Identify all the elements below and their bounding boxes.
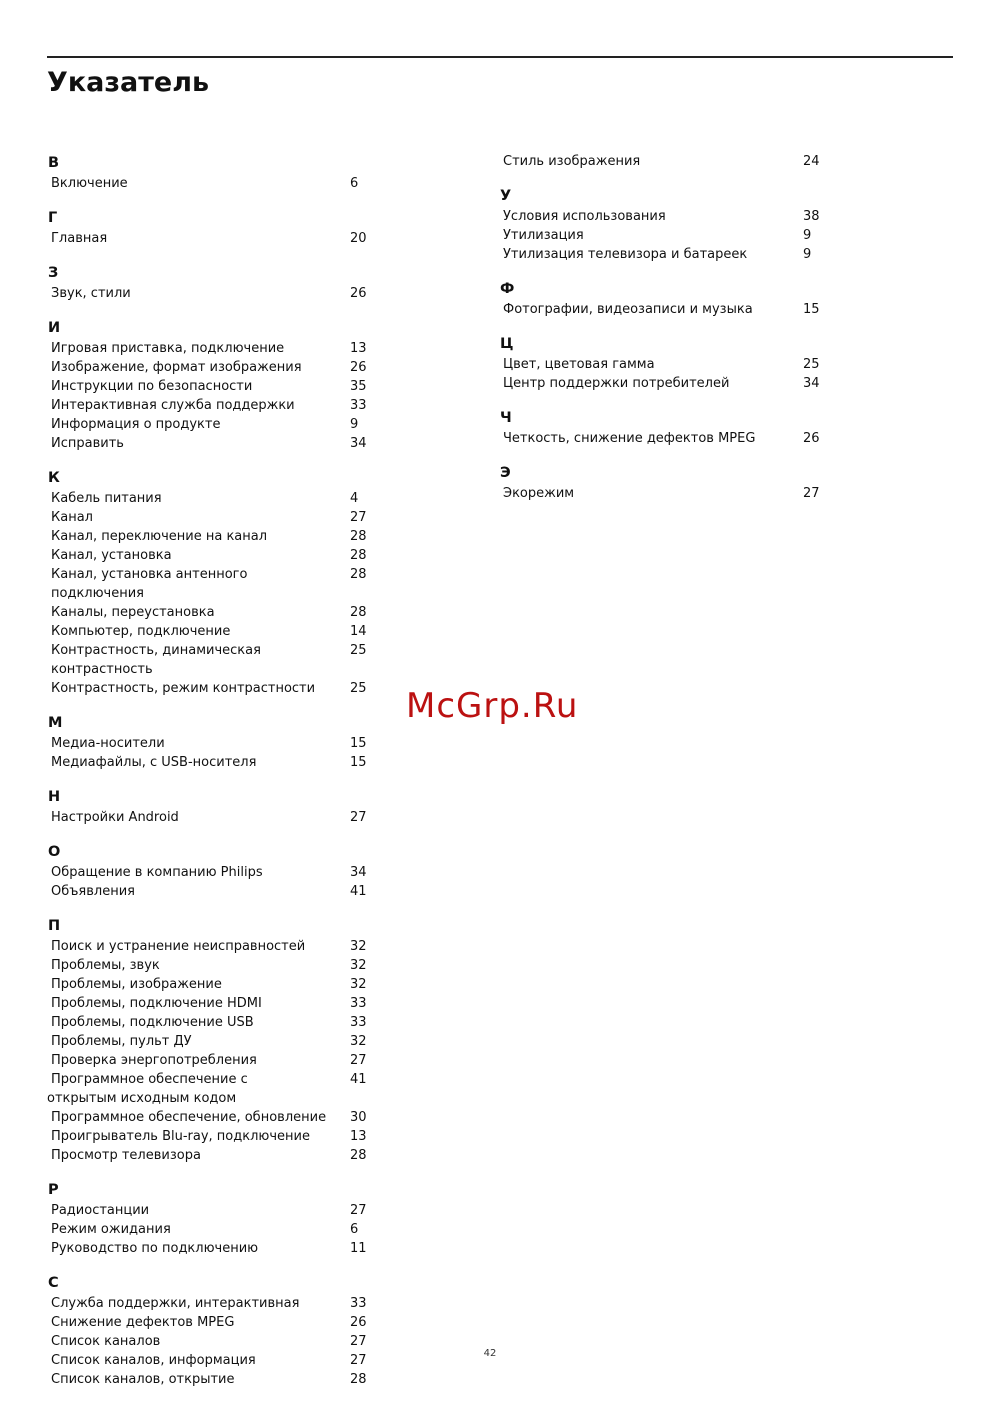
entry-term: Контрастность, динамическая контрастность (51, 643, 261, 677)
index-entry[interactable] (499, 226, 829, 245)
section-letter: Р (48, 1182, 59, 1198)
entry-page: 4 (350, 491, 359, 506)
entry-term: Обращение в компанию Philips (51, 865, 263, 880)
entry-page: 27 (803, 486, 820, 501)
index-section (499, 152, 829, 171)
index-entry[interactable] (47, 565, 377, 603)
entry-page: 25 (350, 643, 367, 658)
entry-term: Компьютер, подключение (51, 624, 231, 639)
entry-term: Радиостанции (51, 1203, 150, 1218)
index-section (499, 185, 829, 264)
section-letter: С (48, 1275, 59, 1291)
page-number: 42 (483, 1348, 497, 1359)
entry-page: 30 (350, 1110, 367, 1125)
index-section (47, 317, 377, 453)
index-entry[interactable] (499, 245, 829, 264)
index-entry[interactable] (47, 1051, 377, 1070)
index-entry[interactable] (47, 1201, 377, 1220)
entry-term: Медиа-носители (51, 736, 165, 751)
section-letter: К (48, 470, 60, 486)
index-entry[interactable] (47, 603, 377, 622)
entry-page: 27 (350, 810, 367, 825)
entry-term: Канал, установка антенного подключения (51, 567, 248, 601)
section-letter: Ц (500, 336, 514, 352)
section-letter: З (48, 265, 59, 281)
entry-term: Канал (51, 510, 93, 525)
entry-page: 20 (350, 231, 367, 246)
entry-page: 32 (350, 1034, 367, 1049)
entry-term: Каналы, переустановка (51, 605, 215, 620)
entry-page: 28 (350, 1372, 367, 1387)
index-entry[interactable] (47, 174, 377, 193)
index-entry[interactable] (47, 956, 377, 975)
index-entry[interactable] (499, 374, 829, 393)
entry-term: Проверка энергопотребления (51, 1053, 257, 1068)
section-letter: Н (48, 789, 61, 805)
entry-page: 9 (803, 247, 812, 262)
index-section (47, 712, 377, 772)
entry-term: Контрастность, режим контрастности (51, 681, 316, 696)
page-title: Указатель (47, 67, 210, 98)
entry-page: 25 (350, 681, 367, 696)
entry-page: 9 (803, 228, 812, 243)
section-letter: Ф (500, 281, 515, 297)
entry-term: Настройки Android (51, 810, 179, 825)
entry-term: Руководство по подключению (51, 1241, 259, 1256)
entry-page: 34 (350, 436, 367, 451)
index-entry[interactable] (499, 429, 829, 448)
index-entry[interactable] (499, 355, 829, 374)
index-column-right (499, 152, 829, 517)
entry-term: Экорежим (503, 486, 575, 501)
index-section (47, 262, 377, 303)
index-entry[interactable] (47, 1146, 377, 1165)
entry-term: Список каналов (51, 1334, 161, 1349)
entry-term: Просмотр телевизора (51, 1148, 201, 1163)
index-entry[interactable] (47, 679, 377, 698)
index-section (499, 407, 829, 448)
index-section (47, 1272, 377, 1389)
entry-term: Кабель питания (51, 491, 162, 506)
entry-term: Изображение, формат изображения (51, 360, 302, 375)
index-entry[interactable] (47, 641, 377, 679)
index-entry[interactable] (47, 1013, 377, 1032)
entry-page: 27 (350, 1334, 367, 1349)
entry-term: Проблемы, подключение HDMI (51, 996, 262, 1011)
entry-term: Информация о продукте (51, 417, 221, 432)
entry-term: Инструкции по безопасности (51, 379, 253, 394)
entry-term: Объявления (51, 884, 135, 899)
entry-page: 32 (350, 977, 367, 992)
entry-page: 13 (350, 1129, 367, 1144)
entry-page: 15 (803, 302, 820, 317)
index-entry[interactable] (47, 339, 377, 358)
entry-term: Четкость, снижение дефектов MPEG (503, 431, 756, 446)
entry-page: 11 (350, 1241, 367, 1256)
entry-term: Стиль изображения (503, 154, 641, 169)
entry-page: 34 (350, 865, 367, 880)
index-entry[interactable] (47, 1313, 377, 1332)
index-section (47, 152, 377, 193)
entry-page: 28 (350, 548, 367, 563)
index-entry[interactable] (47, 1239, 377, 1258)
entry-term: Звук, стили (51, 286, 131, 301)
section-letter: О (48, 844, 61, 860)
entry-page: 33 (350, 1296, 367, 1311)
index-entry[interactable] (47, 1370, 377, 1389)
entry-term: Канал, установка (51, 548, 172, 563)
section-letter: В (48, 155, 60, 171)
index-entry[interactable] (499, 207, 829, 226)
entry-term: Снижение дефектов MPEG (51, 1315, 235, 1330)
index-section (47, 1179, 377, 1258)
index-entry[interactable] (47, 863, 377, 882)
index-entry[interactable] (47, 622, 377, 641)
section-letter: Г (48, 210, 58, 226)
section-letter: У (500, 188, 512, 204)
entry-term: Режим ожидания (51, 1222, 171, 1237)
index-entry[interactable] (47, 527, 377, 546)
entry-page: 27 (350, 510, 367, 525)
entry-page: 28 (350, 605, 367, 620)
watermark: McGrp.Ru (406, 686, 579, 726)
entry-term: Проблемы, подключение USB (51, 1015, 254, 1030)
entry-page: 25 (803, 357, 820, 372)
entry-page: 35 (350, 379, 367, 394)
index-column-left (47, 152, 377, 1403)
entry-term: Утилизация телевизора и батареек (503, 247, 748, 262)
index-entry[interactable] (47, 882, 377, 901)
entry-term: Проблемы, пульт ДУ (51, 1034, 192, 1049)
index-section (499, 278, 829, 319)
entry-page: 33 (350, 398, 367, 413)
section-letter: Э (500, 465, 511, 481)
entry-term: Главная (51, 231, 108, 246)
index-entry[interactable] (47, 284, 377, 303)
entry-term: Программное обеспечение с открытым исходным кодом (47, 1072, 248, 1106)
entry-term: Медиафайлы, с USB-носителя (51, 755, 257, 770)
entry-page: 6 (350, 176, 359, 191)
index-entry[interactable] (499, 300, 829, 319)
index-entry[interactable] (47, 396, 377, 415)
index-entry[interactable] (47, 1294, 377, 1313)
entry-page: 27 (350, 1053, 367, 1068)
entry-page: 26 (350, 360, 367, 375)
index-entry[interactable] (47, 489, 377, 508)
entry-term: Проблемы, звук (51, 958, 160, 973)
index-entry[interactable] (47, 994, 377, 1013)
index-entry[interactable] (47, 937, 377, 956)
entry-term: Поиск и устранение неисправностей (51, 939, 306, 954)
index-entry[interactable] (47, 1070, 377, 1108)
entry-page: 41 (350, 1072, 367, 1087)
entry-term: Включение (51, 176, 128, 191)
entry-page: 32 (350, 958, 367, 973)
entry-page: 32 (350, 939, 367, 954)
entry-page: 26 (350, 286, 367, 301)
entry-page: 14 (350, 624, 367, 639)
entry-page: 28 (350, 529, 367, 544)
entry-page: 27 (350, 1353, 367, 1368)
entry-term: Условия использования (503, 209, 666, 224)
index-entry[interactable] (47, 975, 377, 994)
section-letter: И (48, 320, 61, 336)
index-entry[interactable] (47, 358, 377, 377)
section-letter: П (48, 918, 61, 934)
entry-page: 6 (350, 1222, 359, 1237)
index-entry[interactable] (47, 1220, 377, 1239)
entry-page: 34 (803, 376, 820, 391)
section-letter: М (48, 715, 63, 731)
entry-term: Список каналов, открытие (51, 1372, 235, 1387)
index-entry[interactable] (47, 434, 377, 453)
index-entry[interactable] (47, 508, 377, 527)
entry-term: Интерактивная служба поддержки (51, 398, 295, 413)
entry-page: 9 (350, 417, 359, 432)
entry-page: 15 (350, 755, 367, 770)
entry-term: Исправить (51, 436, 124, 451)
entry-page: 28 (350, 1148, 367, 1163)
index-entry[interactable] (47, 1127, 377, 1146)
entry-term: Проигрыватель Blu-ray, подключение (51, 1129, 310, 1144)
entry-term: Цвет, цветовая гамма (503, 357, 655, 372)
index-entry[interactable] (47, 377, 377, 396)
index-section (499, 333, 829, 393)
index-entry[interactable] (47, 808, 377, 827)
index-section (47, 841, 377, 901)
entry-term: Центр поддержки потребителей (503, 376, 730, 391)
index-entry[interactable] (47, 1108, 377, 1127)
index-entry[interactable] (499, 152, 829, 171)
index-entry[interactable] (47, 1032, 377, 1051)
entry-term: Утилизация (503, 228, 584, 243)
entry-term: Проблемы, изображение (51, 977, 222, 992)
index-section (47, 786, 377, 827)
entry-page: 27 (350, 1203, 367, 1218)
entry-page: 26 (350, 1315, 367, 1330)
entry-term: Программное обеспечение, обновление (51, 1110, 327, 1125)
index-section (499, 462, 829, 503)
index-entry[interactable] (47, 415, 377, 434)
section-letter: Ч (500, 410, 512, 426)
top-rule (47, 56, 953, 58)
index-section (47, 207, 377, 248)
entry-page: 13 (350, 341, 367, 356)
entry-page: 41 (350, 884, 367, 899)
entry-page: 24 (803, 154, 820, 169)
index-section (47, 915, 377, 1165)
entry-term: Список каналов, информация (51, 1353, 256, 1368)
entry-page: 38 (803, 209, 820, 224)
index-entry[interactable] (47, 546, 377, 565)
entry-page: 33 (350, 996, 367, 1011)
entry-page: 15 (350, 736, 367, 751)
index-entry[interactable] (47, 753, 377, 772)
entry-page: 28 (350, 567, 367, 582)
entry-page: 26 (803, 431, 820, 446)
index-section (47, 467, 377, 698)
entry-term: Канал, переключение на канал (51, 529, 268, 544)
entry-term: Фотографии, видеозаписи и музыка (503, 302, 753, 317)
entry-term: Служба поддержки, интерактивная (51, 1296, 300, 1311)
index-entry[interactable] (47, 229, 377, 248)
entry-term: Игровая приставка, подключение (51, 341, 285, 356)
index-entry[interactable] (499, 484, 829, 503)
entry-page: 33 (350, 1015, 367, 1030)
index-entry[interactable] (47, 734, 377, 753)
